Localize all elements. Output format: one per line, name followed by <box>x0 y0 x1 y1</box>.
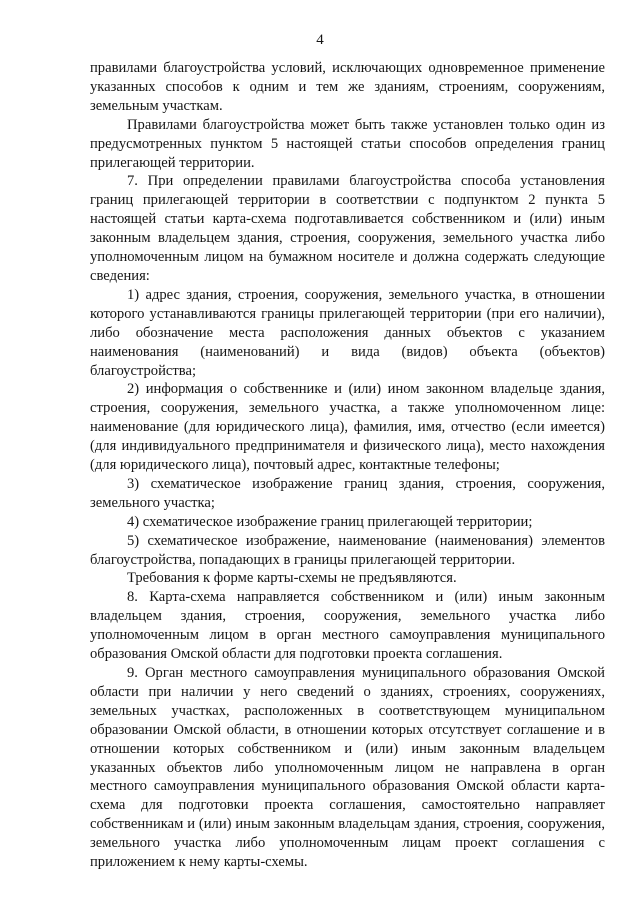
subitem-5: 5) схематическое изображение, наименование (наименования) элементов благоустройства, попадающих в границы прилегающей территории. <box>90 532 605 568</box>
paragraph-item-7: 7. При определении правилами благоустройства способа установления границ прилегающей территории в соответствии с подпунктом 2 пункта 5 настоящей статьи карта-схема подготавливается собственником и (или) иным законным владельцем здания, строения, сооружения, земельного участка либо уполномоченным лицом на бумажном носителе и должна содержать следующие сведения: <box>90 173 605 284</box>
paragraph: Требования к форме карты-схемы не предъявляются. <box>127 570 457 587</box>
paragraph-continuation: правилами благоустройства условий, исключающих одновременное применение указанных способов к одним и тем же зданиям, строениям, сооружениям, земельным участкам. <box>90 60 605 114</box>
document-body <box>90 59 605 872</box>
page-number: 4 <box>316 32 324 48</box>
subitem-1: 1) адрес здания, строения, сооружения, земельного участка, в отношении которого устанавливаются границы прилегающей территории (при его наличии), либо обозначение места расположения данных объектов с указанием наименования (наименований) и вида (видов) объекта (объектов) благоустройства; <box>90 286 605 379</box>
subitem-3: 3) схематическое изображение границ здания, строения, сооружения, земельного участка; <box>90 475 605 511</box>
paragraph-item-8: 8. Карта-схема направляется собственником и (или) иным законным владельцем здания, строения, сооружения, земельного участка либо уполномоченным лицом в орган местного самоуправления муниципального образования Омской области для подготовки проекта соглашения. <box>90 589 605 663</box>
subitem-4: 4) схематическое изображение границ прилегающей территории; <box>127 513 533 530</box>
subitem-2: 2) информация о собственнике и (или) ином законном владельце здания, строения, сооружения, земельного участка, а также уполномоченном лице: наименование (для юридического лица), фамилия, имя, отчество (если имеется) (для индивидуального предпринимателя и физического лица), место нахождения (для юридического лица), почтовый адрес, контактные телефоны; <box>90 381 605 474</box>
paragraph: Правилами благоустройства может быть также установлен только один из предусмотренных пунктом 5 настоящей статьи способов определения границ прилегающей территории. <box>90 116 605 171</box>
paragraph-item-9: 9. Орган местного самоуправления муниципального образования Омской области при наличии у него сведений о зданиях, строениях, сооружениях, земельных участках, расположенных в соответствующем муниципальном образовании Омской области, в отношении которых отсутствует соглашение и в отношении которых собственником и (или) иным законным владельцем указанных объектов либо уполномоченным лицом не направлена в орган местного самоуправления муниципального образования Омской области карта-схема для подготовки проекта соглашения, самостоятельно направляет собственникам и (или) иным законным владельцам здания, строения, сооружения, земельного участка либо уполномоченным лицам проект соглашения с приложением к нему карты-схемы. <box>90 665 605 871</box>
